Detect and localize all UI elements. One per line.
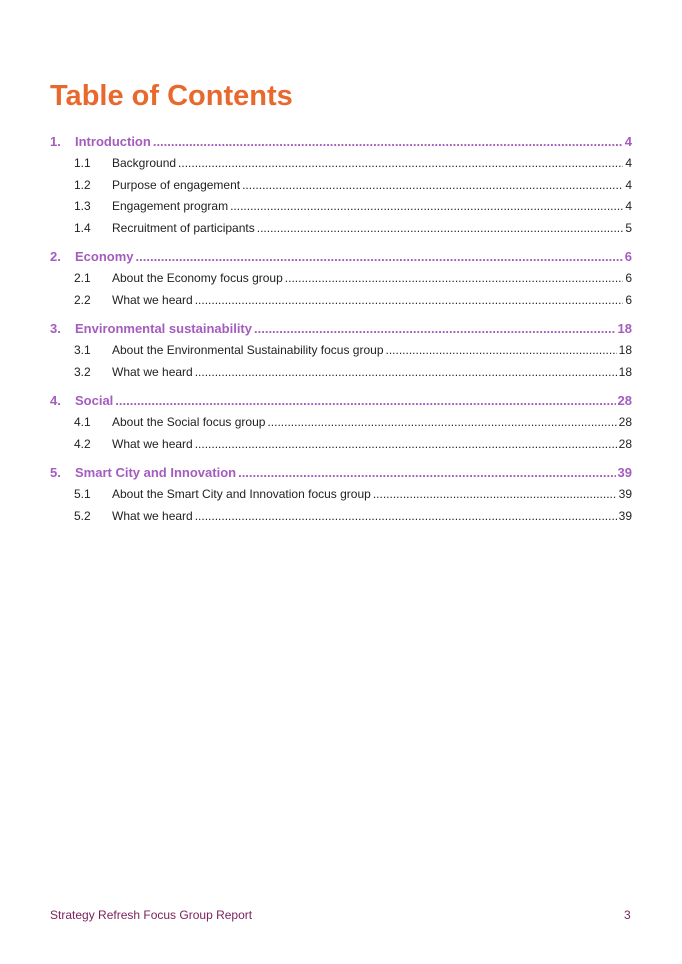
dot-leader [195, 293, 624, 307]
section-title: Social [75, 393, 114, 408]
entry-title: About the Social focus group [112, 415, 266, 429]
entry-page: 18 [618, 343, 632, 357]
entry-title: Background [112, 156, 177, 170]
dot-leader [153, 134, 623, 149]
entry-title: Purpose of engagement [112, 177, 241, 192]
dot-leader [115, 393, 615, 408]
toc-entry-what-we-heard[interactable] [50, 293, 632, 315]
entry-page: 28 [618, 436, 632, 451]
toc-entry-what-we-heard[interactable] [50, 437, 632, 459]
dot-leader [230, 199, 623, 213]
entry-page: 6 [625, 292, 632, 307]
entry-page: 4 [625, 199, 632, 213]
section-title: Introduction [75, 134, 151, 149]
section-number: 2. [50, 249, 61, 264]
toc-section-environmental[interactable] [50, 321, 632, 343]
entry-number: 1.4 [74, 220, 91, 235]
entry-title: About the Economy focus group [112, 271, 283, 285]
footer-report-name: Strategy Refresh Focus Group Report [50, 908, 253, 922]
entry-number: 5.1 [74, 487, 91, 501]
dot-leader [386, 343, 617, 357]
dot-leader [195, 509, 617, 523]
entry-number: 4.1 [74, 415, 91, 429]
toc-entry-purpose[interactable] [50, 178, 632, 200]
dot-leader [195, 437, 617, 451]
entry-title: What we heard [112, 436, 193, 451]
section-page: 4 [624, 134, 632, 149]
section-number: 4. [50, 393, 61, 408]
entry-page: 18 [618, 364, 632, 379]
toc-entry-about-smart-city[interactable] [50, 487, 632, 509]
table-of-contents [50, 134, 632, 530]
entry-number: 1.2 [74, 177, 91, 192]
dot-leader [238, 465, 615, 480]
toc-entry-engagement-program[interactable] [50, 199, 632, 221]
toc-entry-what-we-heard[interactable] [50, 509, 632, 531]
entry-title: Recruitment of participants [112, 220, 255, 235]
entry-number: 2.1 [74, 271, 91, 285]
section-page: 28 [617, 393, 632, 408]
dot-leader [267, 415, 616, 429]
footer-page-number: 3 [624, 908, 631, 922]
toc-entry-about-economy[interactable] [50, 271, 632, 293]
toc-section-smart-city[interactable] [50, 465, 632, 487]
dot-leader [178, 156, 623, 170]
entry-title: What we heard [112, 364, 193, 379]
section-number: 5. [50, 465, 61, 480]
section-page: 6 [624, 249, 632, 264]
section-number: 3. [50, 321, 61, 336]
dot-leader [242, 178, 623, 192]
entry-number: 3.1 [74, 343, 91, 357]
dot-leader [254, 321, 616, 336]
entry-title: About the Smart City and Innovation focus group [112, 487, 371, 501]
page-title: Table of Contents [50, 80, 293, 112]
entry-number: 1.3 [74, 199, 91, 213]
toc-section-introduction[interactable] [50, 134, 632, 156]
entry-number: 4.2 [74, 436, 91, 451]
section-page: 18 [617, 321, 632, 336]
entry-page: 5 [625, 220, 632, 235]
dot-leader [136, 249, 623, 264]
toc-section-economy[interactable] [50, 249, 632, 271]
section-number: 1. [50, 134, 61, 149]
entry-page: 39 [618, 508, 632, 523]
section-title: Smart City and Innovation [75, 465, 237, 480]
toc-entry-about-social[interactable] [50, 415, 632, 437]
entry-title: About the Environmental Sustainability focus group [112, 343, 384, 357]
section-page: 39 [617, 465, 632, 480]
section-title: Economy [75, 249, 134, 264]
toc-entry-what-we-heard[interactable] [50, 365, 632, 387]
entry-number: 1.1 [74, 156, 91, 170]
dot-leader [373, 487, 617, 501]
toc-entry-recruitment[interactable] [50, 221, 632, 243]
entry-number: 2.2 [74, 292, 91, 307]
section-title: Environmental sustainability [75, 321, 252, 336]
toc-entry-background[interactable] [50, 156, 632, 178]
entry-page: 28 [618, 415, 632, 429]
entry-title: What we heard [112, 508, 193, 523]
entry-number: 3.2 [74, 364, 91, 379]
dot-leader [285, 271, 624, 285]
dot-leader [195, 365, 617, 379]
entry-page: 6 [625, 271, 632, 285]
entry-page: 4 [625, 177, 632, 192]
entry-title: Engagement program [112, 199, 229, 213]
entry-page: 39 [618, 487, 632, 501]
entry-page: 4 [625, 156, 632, 170]
toc-entry-about-environmental[interactable] [50, 343, 632, 365]
entry-number: 5.2 [74, 508, 91, 523]
entry-title: What we heard [112, 292, 193, 307]
toc-section-social[interactable] [50, 393, 632, 415]
dot-leader [257, 221, 624, 235]
